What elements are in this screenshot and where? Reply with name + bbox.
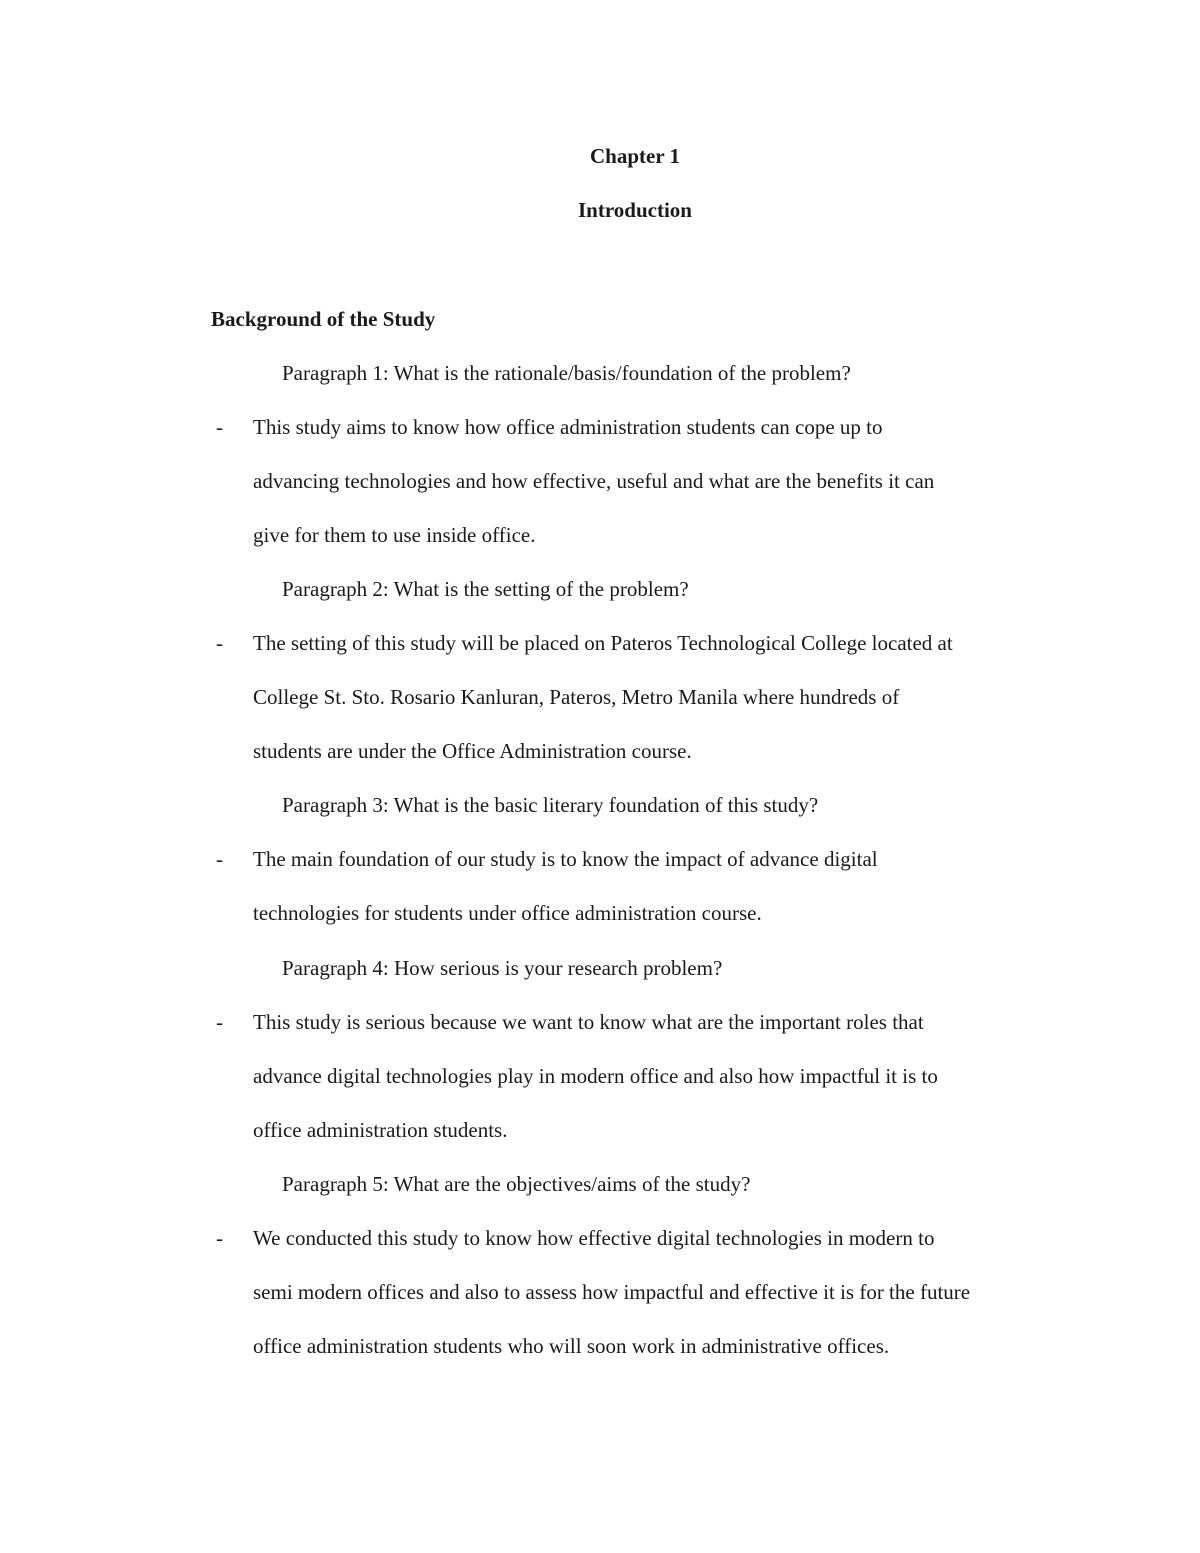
paragraph-prompt: Paragraph 3: What is the basic literary foundation of this study? xyxy=(282,793,819,817)
answer-line: The main foundation of our study is to know the impact of advance digital xyxy=(253,847,878,871)
paragraph-prompt: Paragraph 1: What is the rationale/basis/foundation of the problem? xyxy=(282,361,851,385)
answer-line: advance digital technologies play in modern office and also how impactful it is to xyxy=(253,1064,938,1088)
answer-line: office administration students. xyxy=(253,1118,508,1142)
chapter-title: Introduction xyxy=(578,198,692,222)
paragraph-prompt: Paragraph 2: What is the setting of the problem? xyxy=(282,577,689,601)
paragraph-prompt: Paragraph 4: How serious is your research problem? xyxy=(282,956,723,980)
chapter-heading: Chapter 1 xyxy=(589,144,681,168)
bullet-dash: - xyxy=(216,847,223,871)
answer-line: technologies for students under office administration course. xyxy=(253,901,762,925)
bullet-dash: - xyxy=(216,631,223,655)
answer-line: We conducted this study to know how effective digital technologies in modern to xyxy=(253,1226,935,1250)
bullet-dash: - xyxy=(216,1010,223,1034)
answer-line: The setting of this study will be placed on Pateros Technological College located at xyxy=(253,631,953,655)
paragraph-prompt: Paragraph 5: What are the objectives/aims of the study? xyxy=(282,1172,751,1196)
answer-line: This study aims to know how office administration students can cope up to xyxy=(253,415,883,439)
answer-line: College St. Sto. Rosario Kanluran, Pateros, Metro Manila where hundreds of xyxy=(253,685,900,709)
bullet-dash: - xyxy=(216,415,223,439)
answer-line: students are under the Office Administration course. xyxy=(253,739,692,763)
answer-line: advancing technologies and how effective, useful and what are the benefits it can xyxy=(253,469,935,493)
answer-line: office administration students who will soon work in administrative offices. xyxy=(253,1334,890,1358)
section-heading: Background of the Study xyxy=(211,307,436,331)
answer-line: This study is serious because we want to know what are the important roles that xyxy=(253,1010,924,1034)
answer-line: give for them to use inside office. xyxy=(253,523,536,547)
bullet-dash: - xyxy=(216,1226,223,1250)
answer-line: semi modern offices and also to assess how impactful and effective it is for the future xyxy=(253,1280,971,1304)
